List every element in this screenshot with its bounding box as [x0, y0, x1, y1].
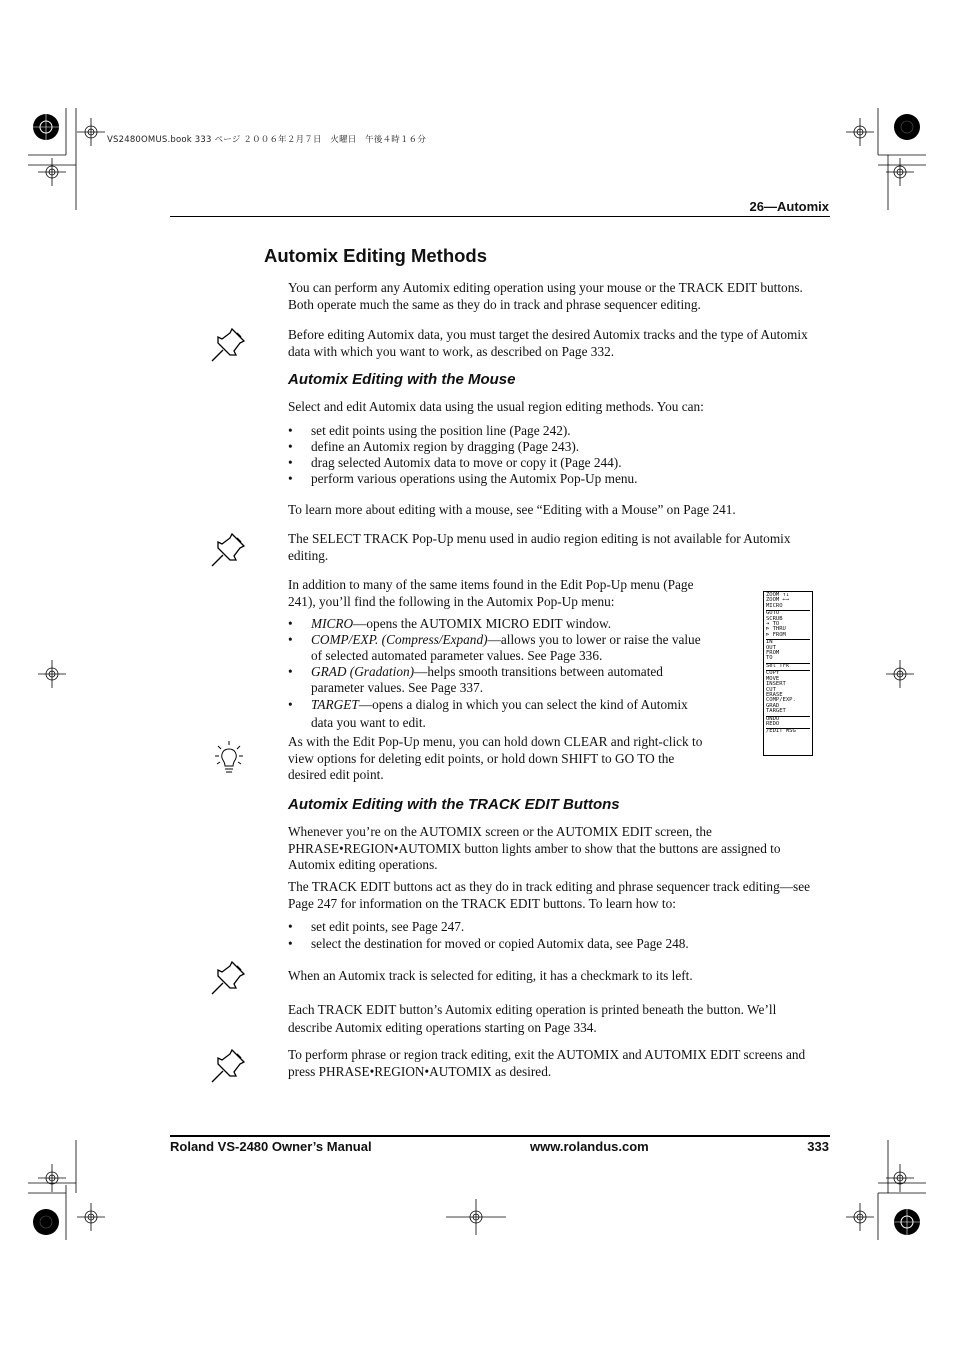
- learn-more: To learn more about editing with a mouse, see “Editing with a Mouse” on Page 241.: [288, 502, 736, 517]
- footer-manual-title: Roland VS-2480 Owner’s Manual: [170, 1139, 372, 1154]
- header-rule: [170, 216, 830, 217]
- list-item: • select the destination for moved or copied Automix data, see Page 248.: [288, 935, 810, 952]
- item-term: COMP/EXP. (Compress/Expand): [311, 632, 488, 647]
- menu-item: TO: [766, 655, 773, 662]
- buttons-p3: Each TRACK EDIT button’s Automix editing operation is printed beneath the button. We’ll describe Automix editing operations starting on Page 334.: [288, 1002, 777, 1035]
- list-item: [288, 616, 713, 632]
- menu-item: GRAD: [766, 702, 780, 709]
- popup-lead: In addition to many of the same items found in the Edit Pop-Up menu (Page 241), you’ll find the following in the Automix Pop-Up menu:: [288, 577, 694, 609]
- menu-item: ERASE: [766, 691, 783, 698]
- mouse-bullet-list: [288, 423, 810, 487]
- tip-paragraph: As with the Edit Pop-Up menu, you can hold down CLEAR and right-click to view options for deleting edit points, or hold down SHIFT to GO TO the desired edit point.: [288, 734, 703, 782]
- menu-item: ⊳ THRU: [766, 626, 786, 633]
- buttons-p1: Whenever you’re on the AUTOMIX screen or the AUTOMIX EDIT screen, the PHRASE•REGION•AUTOMIX button lights amber to show that the buttons are assigned to Automix editing operations.: [288, 824, 781, 872]
- list-item: [288, 664, 713, 696]
- menu-item: TARGET: [766, 708, 786, 715]
- note-target-tracks: Before editing Automix data, you must target the desired Automix tracks and the type of Automix data with which you want to work, as described on Page 332.: [288, 327, 808, 359]
- menu-item: GOTO: [766, 610, 810, 616]
- menu-item: FROM: [766, 650, 780, 657]
- note-select-track: The SELECT TRACK Pop-Up menu used in audio region editing is not available for Automix editing.: [288, 531, 791, 563]
- list-item: [288, 696, 713, 732]
- item-desc: —opens a dialog in which you can select the kind of Automix data you want to edit.: [311, 697, 688, 730]
- footer-page-number: 333: [807, 1139, 829, 1154]
- menu-item: ZOOM ←→: [766, 597, 790, 604]
- heading-mouse-editing: Automix Editing with the Mouse: [288, 371, 516, 388]
- item-desc: —helps smooth transitions between automated parameter values. See Page 337.: [311, 664, 663, 695]
- menu-item: UNDO: [766, 716, 810, 722]
- buttons-bullet-list: [288, 918, 810, 952]
- list-item: • perform various operations using the Automix Pop-Up menu.: [288, 471, 810, 487]
- menu-item: /EDIT MSG: [766, 728, 810, 734]
- list-item: • define an Automix region by dragging (Page 243).: [288, 439, 810, 455]
- menu-item: CUT: [766, 686, 776, 693]
- popup-items-list: [288, 616, 713, 732]
- lightbulb-tip-icon: [214, 740, 244, 778]
- menu-item: COMP/EXP.: [766, 697, 796, 704]
- menu-item: ⇥ TO: [766, 621, 780, 628]
- mouse-lead: Select and edit Automix data using the usual region editing methods. You can:: [288, 399, 704, 414]
- menu-item: MOVE: [766, 675, 780, 682]
- item-term: GRAD (Gradation): [311, 664, 415, 679]
- pushpin-note-icon: [208, 958, 248, 998]
- pushpin-note-icon: [208, 325, 248, 365]
- list-item: • set edit points, see Page 247.: [288, 918, 810, 935]
- item-term: MICRO: [311, 616, 354, 631]
- list-item: [288, 632, 713, 664]
- menu-item: MICRO: [766, 602, 783, 609]
- list-item: • drag selected Automix data to move or copy it (Page 244).: [288, 455, 810, 471]
- buttons-p2: The TRACK EDIT buttons act as they do in track editing and phrase sequencer track editing—see Page 247 for information on the TRACK EDIT buttons. To learn how to:: [288, 879, 810, 911]
- menu-item: COPY: [766, 670, 810, 676]
- menu-item: ZOOM ↑↓: [766, 592, 790, 598]
- menu-item: OUT: [766, 644, 776, 651]
- menu-item: REDO: [766, 720, 780, 727]
- menu-item: Sel Trk: [766, 663, 810, 669]
- heading-track-edit-buttons: Automix Editing with the TRACK EDIT Buttons: [288, 796, 620, 813]
- item-desc: —opens the AUTOMIX MICRO EDIT window.: [353, 616, 612, 631]
- pushpin-note-icon: [208, 530, 248, 570]
- menu-item: ⊳ FROM: [766, 631, 786, 638]
- note-checkmark: When an Automix track is selected for editing, it has a checkmark to its left.: [288, 968, 693, 983]
- menu-item: INSERT: [766, 681, 786, 688]
- item-term: TARGET: [311, 697, 359, 712]
- footer-rule: [170, 1135, 830, 1137]
- item-desc: —allows you to lower or raise the value of selected automated parameter values. See Page 336.: [311, 632, 701, 663]
- note-phrase-region: To perform phrase or region track editing, exit the AUTOMIX and AUTOMIX EDIT screens and press PHRASE•REGION•AUTOMIX as desired.: [288, 1047, 806, 1079]
- page-title: Automix Editing Methods: [264, 245, 488, 266]
- footer-website: www.rolandus.com: [530, 1139, 649, 1154]
- list-item: • set edit points using the position line (Page 242).: [288, 423, 810, 439]
- print-slug: VS2480OMUS.book 333 ページ ２００６年２月７日 火曜日 午後４時１６分: [107, 135, 427, 145]
- pushpin-note-icon: [208, 1046, 248, 1086]
- automix-popup-menu-illustration: [763, 591, 813, 756]
- menu-item: SCRUB: [766, 615, 783, 622]
- running-header: 26—Automix: [749, 199, 829, 214]
- menu-item: IN: [766, 639, 810, 645]
- intro-paragraph: You can perform any Automix editing operation using your mouse or the TRACK EDIT buttons. Both operate much the same as they do in track and phrase sequencer editing.: [288, 280, 803, 312]
